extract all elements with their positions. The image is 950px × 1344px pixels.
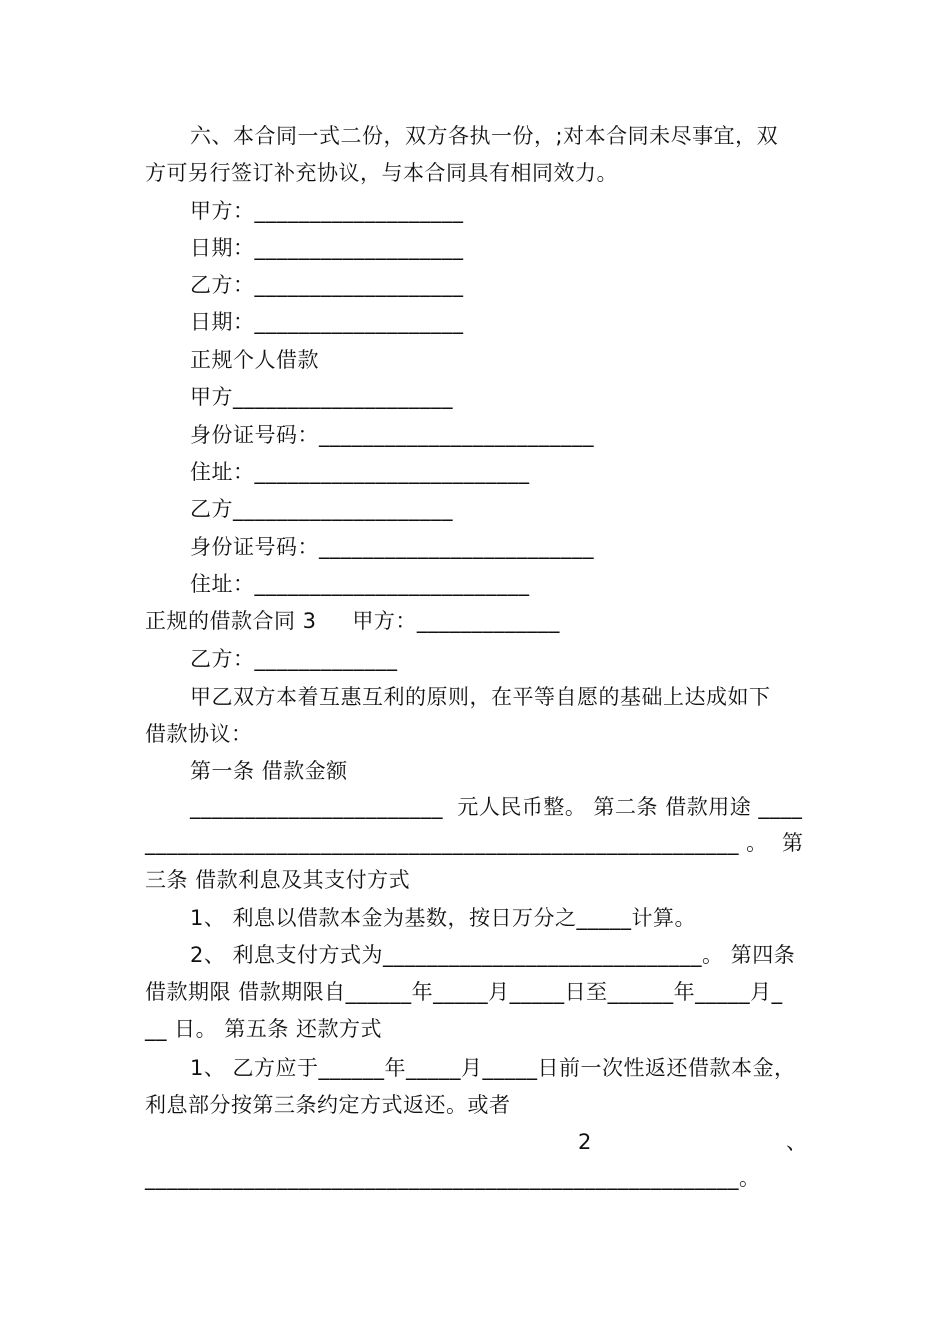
address-b: 住址：_________________________ (190, 572, 530, 596)
party-b-signature: 乙方：___________________ (190, 273, 464, 297)
party-b-field-3: 乙方：_____________ (190, 647, 398, 671)
contract-3-heading: 正规的借款合同 3 甲方：_____________ (145, 609, 560, 633)
repayment-item-2-number: 2 (578, 1130, 592, 1154)
contract-clause-six: 六、本合同一式二份，双方各执一份，;对本合同未尽事宜，双 (190, 124, 779, 148)
repayment-item-2-blank: ______________________________________________________。 (145, 1166, 761, 1190)
purpose-line: ______________________________________________________ 。 第 (145, 831, 804, 855)
id-number-b: 身份证号码：_________________________ (190, 535, 594, 559)
id-number-a: 身份证号码：_________________________ (190, 423, 594, 447)
interest-item-1: 1、 利息以借款本金为基数，按日万分之_____计算。 (190, 906, 697, 930)
party-a-signature: 甲方：___________________ (190, 199, 464, 223)
party-a-field: 甲方____________________ (190, 385, 453, 409)
section-title: 正规个人借款 (190, 348, 319, 372)
repayment-item-2-mark: 、 (786, 1130, 808, 1154)
date-b: 日期：___________________ (190, 310, 464, 334)
article-one-title: 第一条 借款金额 (190, 759, 348, 783)
contract-clause-six-cont: 方可另行签订补充协议，与本合同具有相同效力。 (145, 161, 618, 185)
party-b-field: 乙方____________________ (190, 497, 453, 521)
address-a: 住址：_________________________ (190, 460, 530, 484)
term-line: 借款期限 借款期限自______年_____月_____日至______年_____月_ (145, 980, 783, 1004)
interest-item-2: 2、 利息支付方式为_____________________________。 第四条 (190, 943, 796, 967)
preamble: 甲乙双方本着互惠互利的原则，在平等自愿的基础上达成如下 (190, 685, 771, 709)
preamble-cont: 借款协议： (145, 722, 253, 746)
article-three-title: 三条 借款利息及其支付方式 (145, 868, 411, 892)
amount-line: _______________________ 元人民币整。 第二条 借款用途 ____ (190, 795, 803, 819)
repayment-item-1-cont: 利息部分按第三条约定方式返还。或者 (145, 1093, 511, 1117)
repayment-item-1: 1、 乙方应于______年_____月_____日前一次性返还借款本金， (190, 1056, 796, 1080)
date-a: 日期：___________________ (190, 236, 464, 260)
term-line-cont: __ 日。 第五条 还款方式 (145, 1017, 383, 1041)
